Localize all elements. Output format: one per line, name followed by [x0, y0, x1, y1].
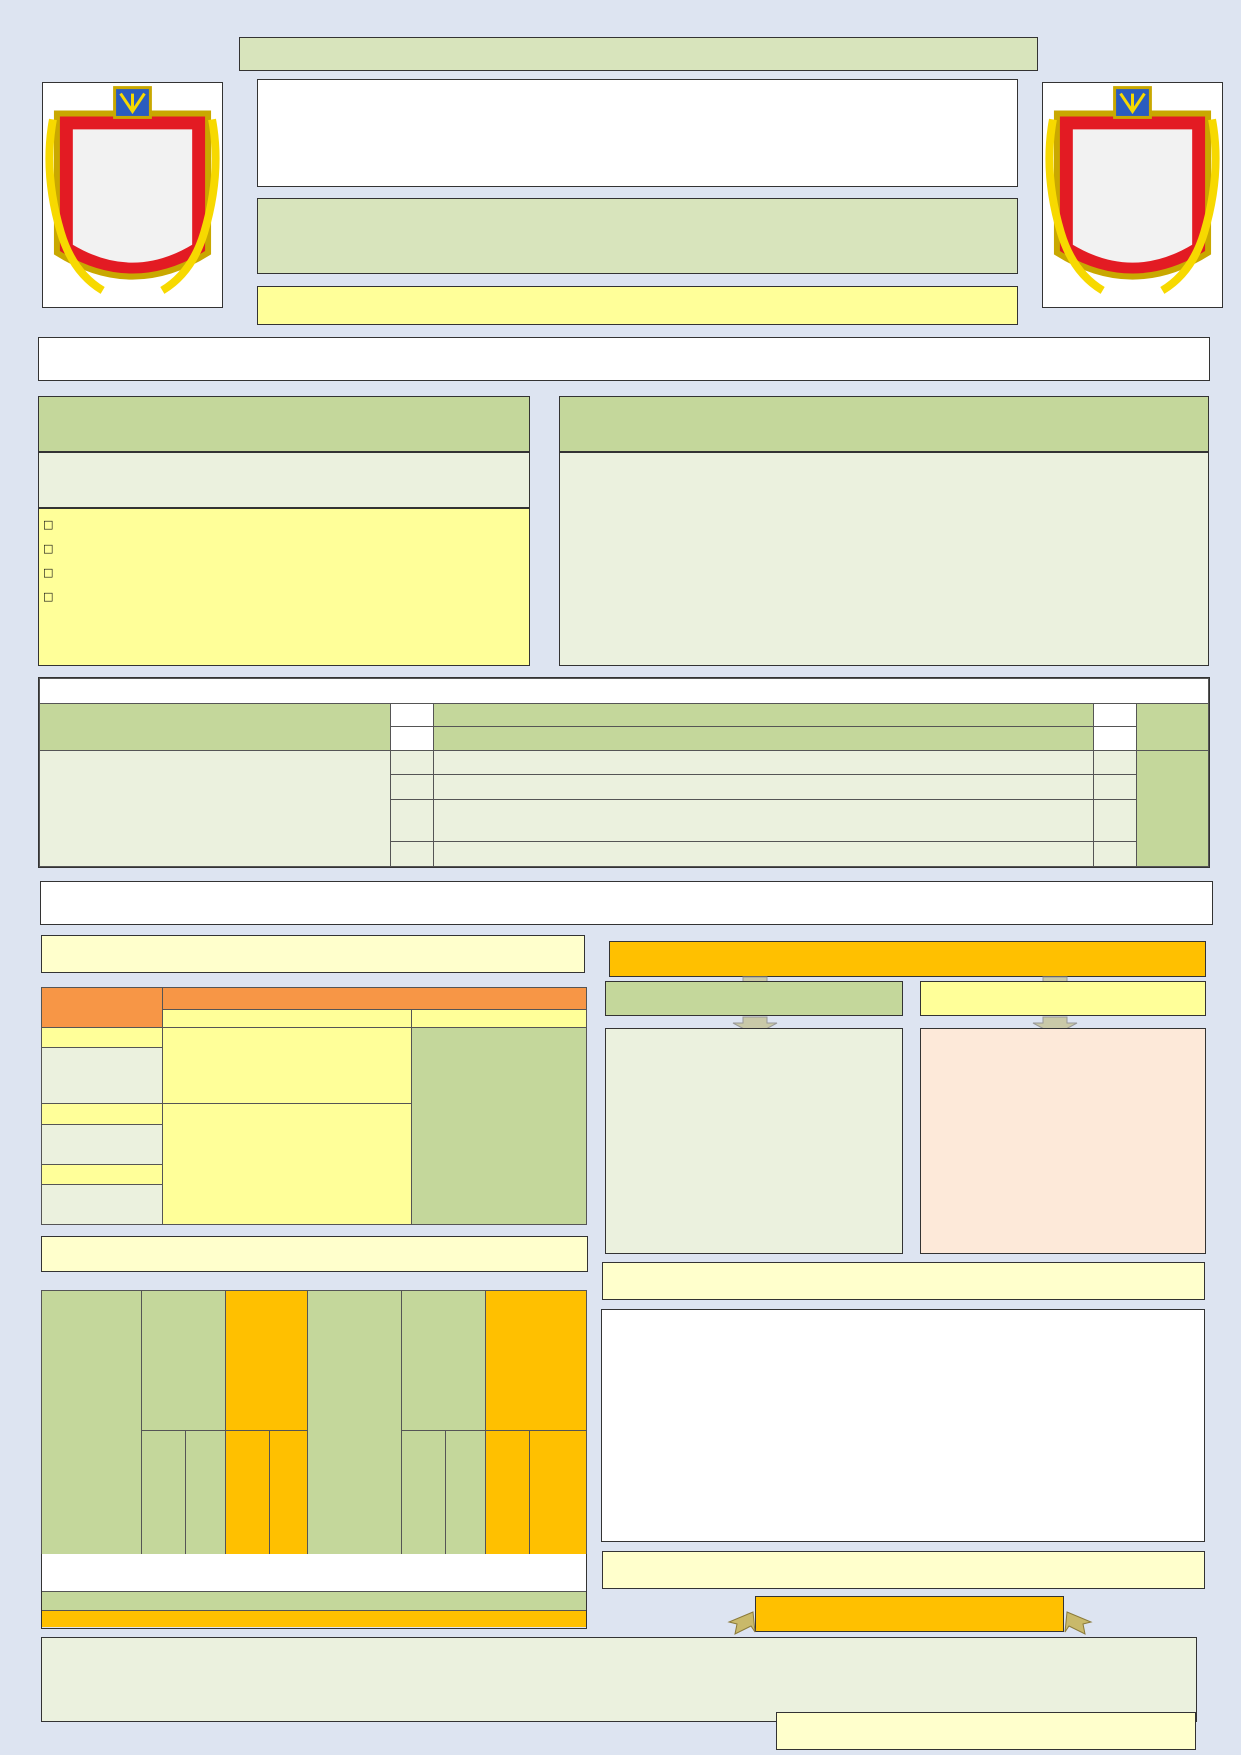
arrow-icon — [391, 842, 434, 867]
section-title-apparatus — [38, 337, 1210, 381]
donor-country-title — [605, 981, 903, 1016]
bullet-icon: □ — [43, 542, 54, 555]
t2-year — [402, 1291, 486, 1431]
arrow-icon — [391, 703, 434, 727]
t1-motive — [42, 1124, 163, 1164]
section-2-label — [1137, 750, 1209, 866]
arrow-icon — [1094, 775, 1137, 800]
bullet-icon: □ — [43, 590, 54, 603]
author-box — [257, 198, 1018, 274]
course-stage-analytics — [40, 750, 391, 866]
t1-endogenous — [163, 1104, 412, 1225]
table2-caption — [41, 1236, 588, 1272]
t1-exogenous — [163, 1028, 412, 1104]
object-box — [38, 396, 530, 452]
figure3-caption — [776, 1712, 1196, 1750]
t1-motives-head — [42, 988, 163, 1028]
course-step — [434, 842, 1094, 867]
t2-total-2021 — [42, 1610, 586, 1627]
table2-students — [41, 1290, 587, 1556]
research-course-table — [38, 677, 1210, 868]
factors-chart — [601, 1309, 1205, 1542]
coat-of-arms-icon — [1043, 83, 1222, 307]
raum-logo-left — [42, 82, 223, 308]
t1-motive — [42, 1104, 163, 1124]
arrow-icon — [1094, 799, 1137, 842]
t1-factors-head — [163, 988, 587, 1010]
t1-motive — [42, 1164, 163, 1184]
t1-motive — [42, 1184, 163, 1224]
table1-caption — [41, 935, 585, 973]
stimulation-arrows — [725, 1610, 1095, 1638]
methods-box — [38, 508, 530, 666]
t2-total-2017 — [42, 1591, 586, 1610]
bullet-icon: □ — [43, 566, 54, 579]
advisor-box — [257, 286, 1018, 325]
table2-notes — [41, 1554, 587, 1629]
raum-logo-right — [1042, 82, 1223, 308]
arrow-icon — [391, 750, 434, 775]
arrow-icon — [391, 799, 434, 842]
tasks-box — [559, 452, 1209, 666]
t1-demotivators-head — [412, 1010, 587, 1028]
donor-consequences — [605, 1028, 903, 1254]
course-stage-literature — [40, 703, 391, 750]
consequences-title — [609, 941, 1206, 977]
t2-countries-head — [308, 1291, 402, 1556]
arrow-icon — [391, 727, 434, 751]
arrow-icon — [1094, 842, 1137, 867]
course-step — [434, 750, 1094, 775]
arrow-icon — [1094, 727, 1137, 751]
t2-year — [142, 1291, 226, 1431]
coat-of-arms-icon — [43, 83, 222, 307]
section-title-results — [40, 881, 1213, 925]
course-step — [434, 775, 1094, 800]
subject-box — [38, 452, 530, 508]
receiving-country-title — [920, 981, 1206, 1016]
bullet-icon: □ — [43, 518, 54, 531]
stimulation-text — [41, 1637, 1197, 1722]
t1-motive — [42, 1048, 163, 1104]
t1-motivators-head — [163, 1010, 412, 1028]
arrow-icon — [1094, 750, 1137, 775]
t2-countries-head — [42, 1291, 142, 1556]
factors-bar-chart — [602, 1310, 1203, 1540]
t1-demotivators — [412, 1028, 587, 1225]
course-title — [40, 679, 1209, 704]
arrow-icon — [1094, 703, 1137, 727]
receiving-consequences — [920, 1028, 1206, 1254]
section-1-label — [1137, 703, 1209, 750]
poster-title — [257, 79, 1018, 187]
academy-banner — [239, 37, 1038, 71]
course-step — [434, 799, 1094, 842]
arrow-icon — [391, 775, 434, 800]
t2-year — [226, 1291, 308, 1431]
table1-factors — [41, 987, 587, 1225]
figure2-caption — [602, 1551, 1205, 1589]
course-step — [434, 703, 1094, 727]
t2-year — [486, 1291, 587, 1431]
figure1-caption — [602, 1262, 1205, 1300]
t1-motive — [42, 1028, 163, 1048]
course-step — [434, 727, 1094, 751]
goal-box — [559, 396, 1209, 452]
